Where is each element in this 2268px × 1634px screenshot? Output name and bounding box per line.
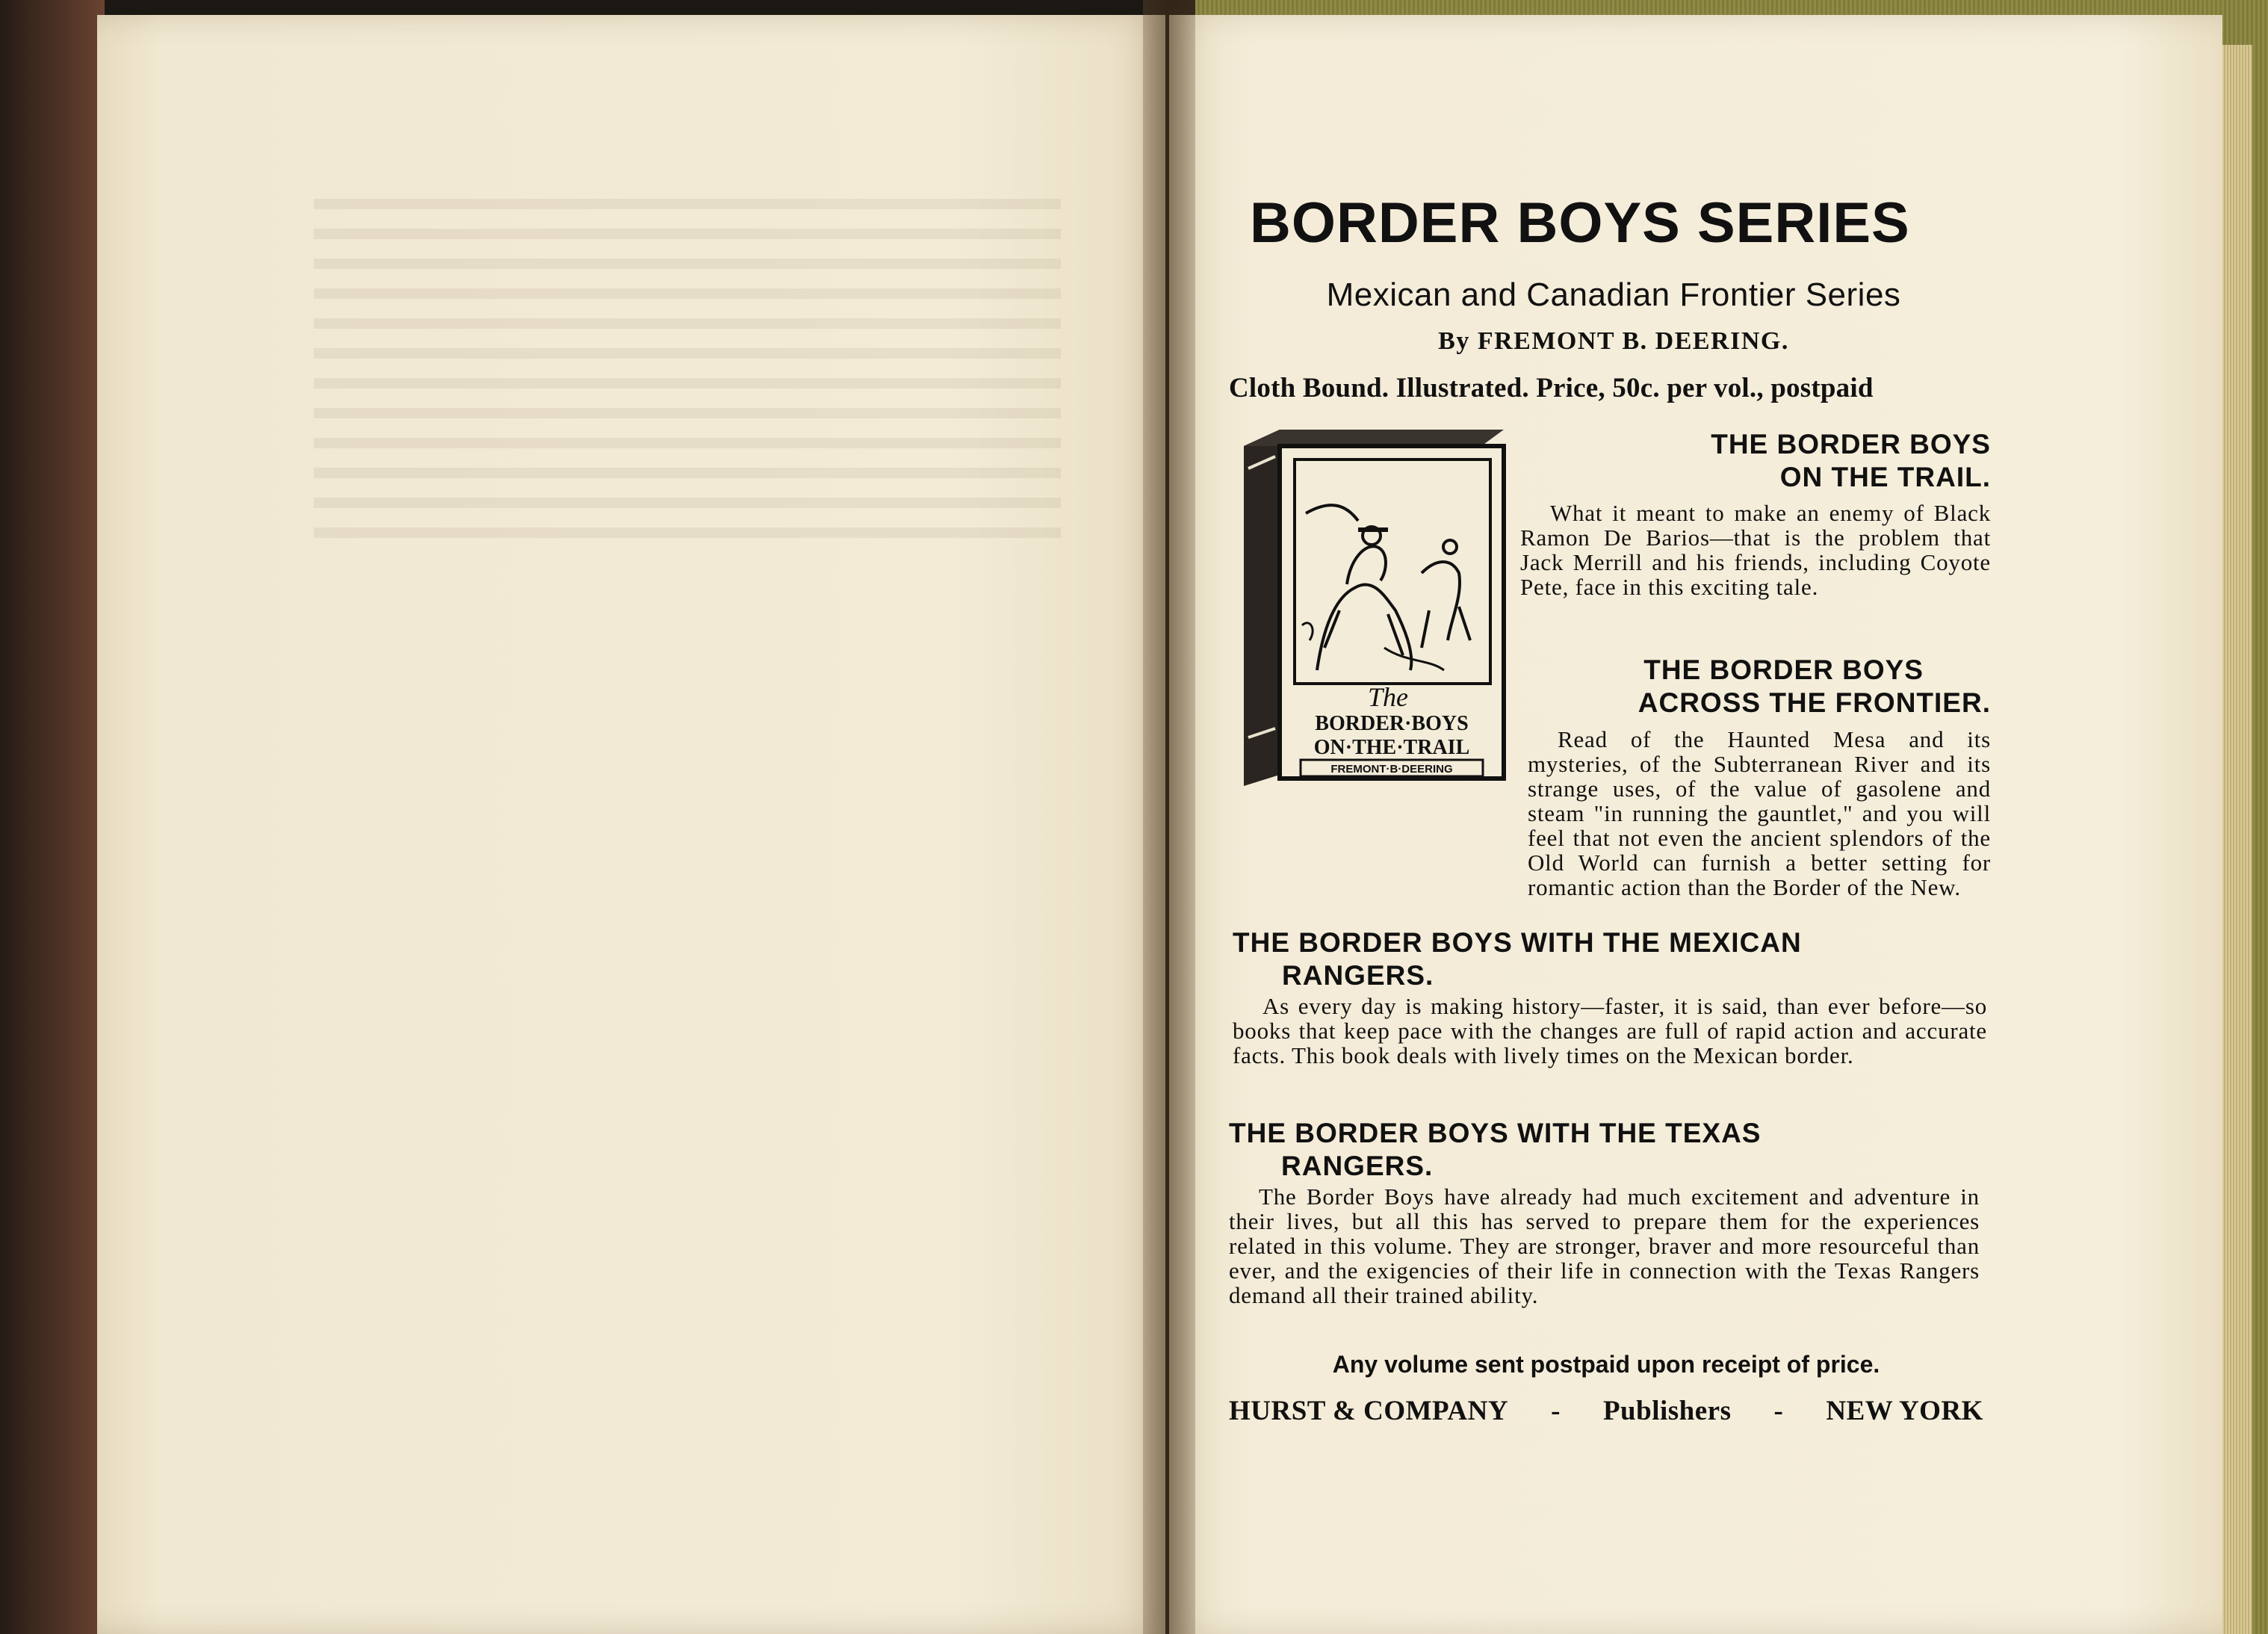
book-cover-edge	[0, 0, 105, 1634]
author-line: By FREMONT B. DEERING.	[1438, 327, 1789, 355]
advertisement-page	[1229, 191, 1998, 1426]
cover-title-line2: ON·THE·TRAIL	[1313, 736, 1470, 759]
publisher-role: Publishers	[1602, 1396, 1732, 1426]
postage-note: Any volume sent postpaid upon receipt of price.	[1332, 1351, 1880, 1378]
entry-title-across-the-frontier: THE BORDER BOYS ACROSS THE FRONTIER.	[1638, 654, 1991, 718]
left-page-bleed-through	[314, 179, 1061, 557]
entry-body-mexican-rangers: As every day is making history—faster, it is said, than ever before—so books that keep pace with the changes are full of rapid action and accurate facts. This book deals with lively times on the Mexican border.	[1233, 993, 1987, 1068]
cover-script-title: The	[1368, 682, 1408, 712]
entry-body-texas-rangers: The Border Boys have already had much excitement and adventure in their lives, but all this has served to prepare them for the experiences related in this volume. They are stronger, braver and more resourceful than ever, and the exigencies of their life in connection with the Texas Rangers demand all their trained ability.	[1229, 1183, 1980, 1308]
book-gutter	[1143, 0, 1195, 1634]
entry-body-on-the-trail: What it meant to make an enemy of Black Ramon De Barios—that is the problem that Jack Merrill and his friends, including Coyote Pete, face in this exciting tale.	[1520, 500, 1991, 600]
series-title: BORDER BOYS SERIES	[1250, 191, 1910, 255]
entry-body-across-the-frontier	[1229, 727, 1991, 900]
publisher-separator: -	[1551, 1396, 1561, 1426]
publisher-city: NEW YORK	[1826, 1396, 1983, 1426]
publisher-name: HURST & COMPANY	[1229, 1396, 1509, 1426]
binding-price-line: Cloth Bound. Illustrated. Price, 50c. per vol., postpaid	[1229, 373, 1874, 403]
entry-title-mexican-rangers: THE BORDER BOYS WITH THE MEXICAN RANGERS.	[1233, 927, 1802, 991]
publisher-separator: -	[1773, 1396, 1784, 1426]
publisher-line	[1229, 1395, 1983, 1427]
cover-author: FREMONT·B·DEERING	[1330, 763, 1453, 776]
series-subtitle: Mexican and Canadian Frontier Series	[1326, 276, 1901, 313]
cover-title-line1: BORDER·BOYS	[1315, 712, 1469, 735]
entry-body-across-the-frontier-text: Read of the Haunted Mesa and its mysteries, of the Subterranean River and its strange uses, of the value of gasolene and steam "in running the gauntlet," and you will feel that not even the ancient splendors of the Old World can furnish a better setting for romantic action than the Border of the New.	[1528, 726, 1991, 900]
entry-title-texas-rangers: THE BORDER BOYS WITH THE TEXAS RANGERS.	[1229, 1118, 1762, 1181]
page-edges	[2222, 45, 2252, 1634]
entry-title-on-the-trail: THE BORDER BOYS ON THE TRAIL.	[1711, 429, 1991, 492]
